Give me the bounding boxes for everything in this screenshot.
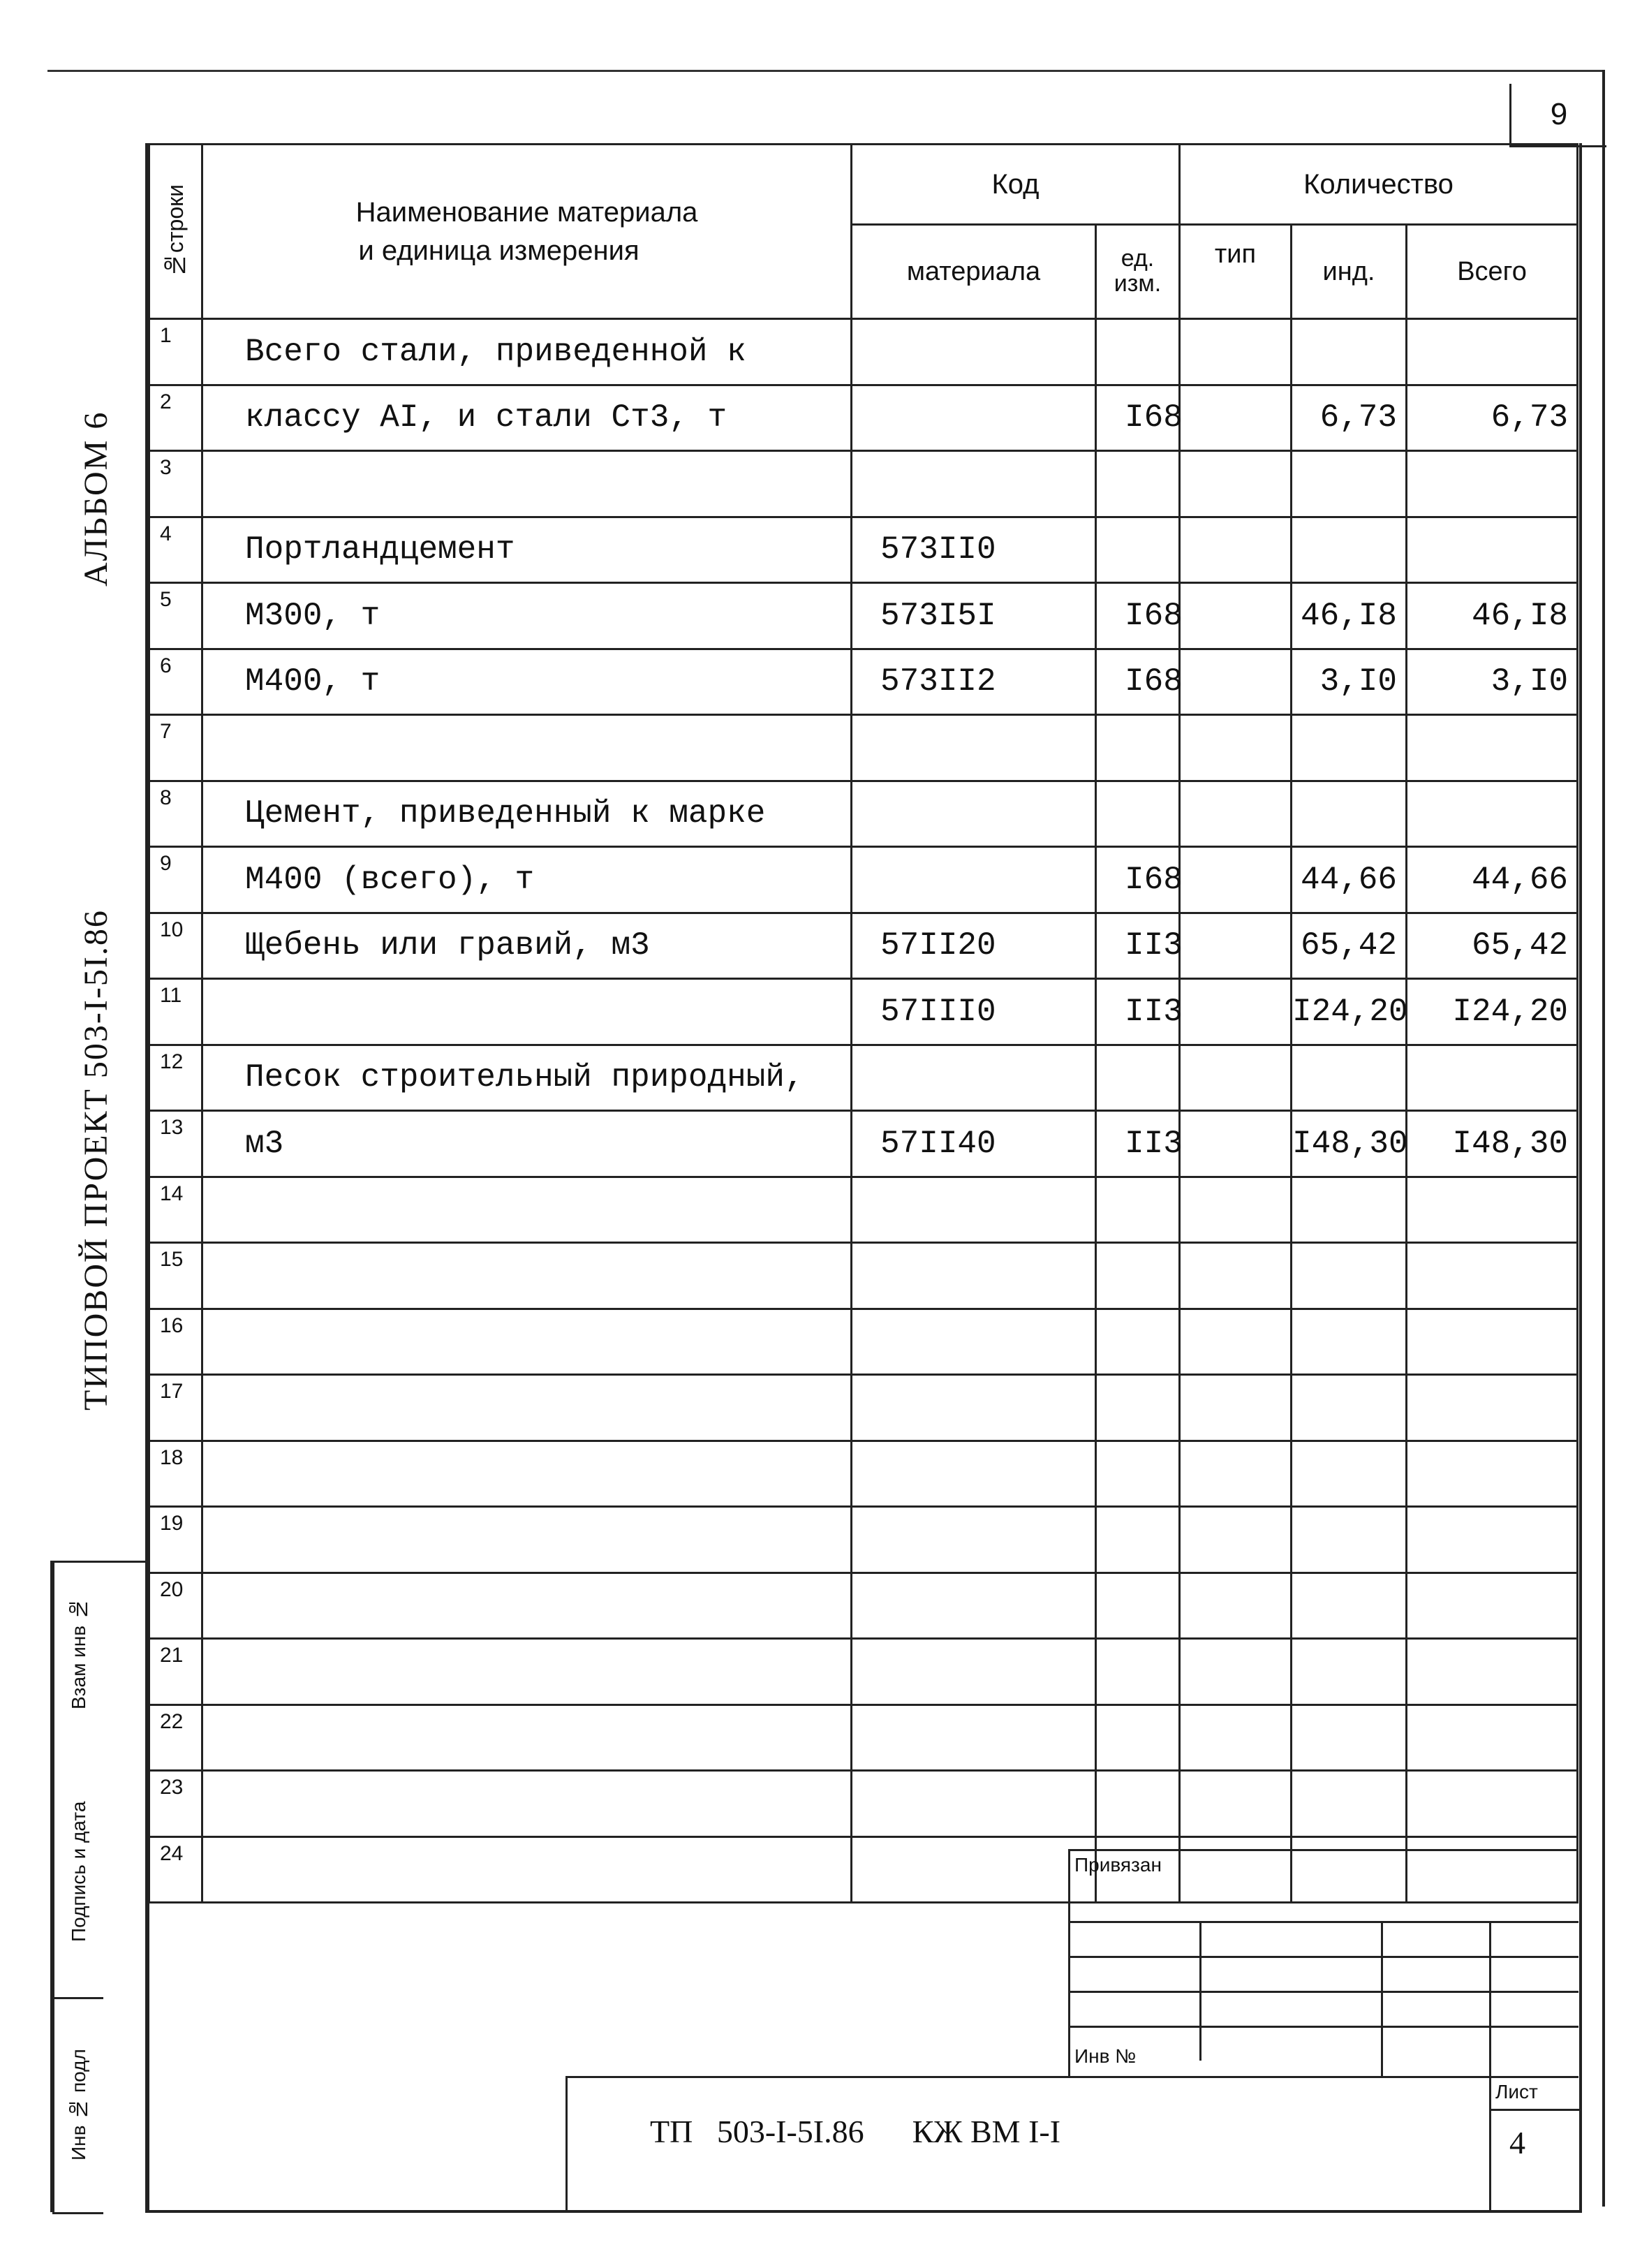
material-name-cell: классу АI, и стали Ст3, т: [202, 385, 852, 451]
binding-line-3: [1070, 1991, 1578, 1993]
ind-qty-cell: 46,I8: [1292, 583, 1407, 649]
table-row: [149, 979, 1578, 1045]
ind-qty-cell: [1292, 715, 1407, 781]
total-qty-cell: [1407, 1375, 1578, 1441]
material-code-cell: [852, 1639, 1096, 1705]
unit-code-cell: II3: [1096, 913, 1180, 979]
material-name-cell: [202, 1573, 852, 1639]
ind-qty-cell: [1292, 1639, 1407, 1705]
table-row: [149, 1243, 1578, 1309]
row-number-cell: 16: [149, 1309, 202, 1375]
total-qty-cell: [1407, 1243, 1578, 1309]
material-name-cell: [202, 1507, 852, 1573]
material-name-cell: [202, 1704, 852, 1771]
doc-code: ТП 503-I-5I.86 КЖ ВМ I-I: [650, 2114, 1061, 2149]
sheet-number: 4: [1509, 2125, 1525, 2160]
table-row: [149, 1375, 1578, 1441]
type-qty-cell: [1180, 847, 1292, 913]
total-qty-cell: [1407, 1507, 1578, 1573]
row-number-cell: 14: [149, 1177, 202, 1243]
header-unit-line2: изм.: [1114, 270, 1162, 297]
type-qty-cell: [1180, 319, 1292, 385]
material-name-cell: М400, т: [202, 649, 852, 715]
material-code-cell: [852, 715, 1096, 781]
row-number-cell: 11: [149, 979, 202, 1045]
type-qty-cell: [1180, 781, 1292, 847]
total-qty-cell: [1407, 1704, 1578, 1771]
row-number-cell: 21: [149, 1639, 202, 1705]
total-qty-cell: [1407, 781, 1578, 847]
type-qty-cell: [1180, 1045, 1292, 1111]
material-code-cell: [852, 1573, 1096, 1639]
stamp-signature-date: Подпись и дата: [52, 1746, 103, 1999]
material-name-cell: М400 (всего), т: [202, 847, 852, 913]
material-code-cell: 57II40: [852, 1111, 1096, 1177]
header-total: Всего: [1407, 225, 1578, 319]
table-row: [149, 715, 1578, 781]
material-name-cell: [202, 979, 852, 1045]
table-row: [149, 1771, 1578, 1837]
type-qty-cell: [1180, 451, 1292, 517]
total-qty-cell: I48,30: [1407, 1111, 1578, 1177]
material-code-cell: [852, 847, 1096, 913]
inv-no-label: Инв №: [1074, 2045, 1137, 2067]
type-qty-cell: [1180, 715, 1292, 781]
header-row-no: №строки: [149, 145, 202, 319]
stamp-replaced-inv: Взам инв №: [52, 1563, 103, 1746]
row-number-cell: 12: [149, 1045, 202, 1111]
material-name-cell: [202, 1836, 852, 1903]
right-border: [1602, 70, 1605, 2207]
project-label: ТИПОВОЙ ПРОЕКТ 503-I-5I.86: [77, 909, 114, 1411]
table-row: [149, 1573, 1578, 1639]
material-code-cell: [852, 781, 1096, 847]
row-number-cell: 9: [149, 847, 202, 913]
total-qty-cell: [1407, 1771, 1578, 1837]
material-code-cell: [852, 1704, 1096, 1771]
material-code-cell: [852, 1045, 1096, 1111]
unit-code-cell: [1096, 781, 1180, 847]
material-name-cell: [202, 715, 852, 781]
unit-code-cell: II3: [1096, 979, 1180, 1045]
unit-code-cell: [1096, 1309, 1180, 1375]
total-qty-cell: [1407, 451, 1578, 517]
stamp-inv-original: Инв № подл: [52, 1997, 103, 2214]
row-number-cell: 18: [149, 1441, 202, 1507]
type-qty-cell: [1180, 649, 1292, 715]
binding-line-4: [1070, 2026, 1578, 2028]
material-code-cell: [852, 1771, 1096, 1837]
header-type: тип: [1180, 225, 1292, 319]
unit-code-cell: [1096, 1573, 1180, 1639]
ind-qty-cell: [1292, 1441, 1407, 1507]
type-qty-cell: [1180, 1111, 1292, 1177]
table-row: [149, 1111, 1578, 1177]
type-qty-cell: [1180, 1243, 1292, 1309]
stamp-column: [50, 1561, 147, 2212]
ind-qty-cell: [1292, 1375, 1407, 1441]
ind-qty-cell: [1292, 781, 1407, 847]
material-code-cell: 573I5I: [852, 583, 1096, 649]
table-row: [149, 451, 1578, 517]
unit-code-cell: [1096, 1045, 1180, 1111]
row-number-cell: 13: [149, 1111, 202, 1177]
table-row: [149, 781, 1578, 847]
ind-qty-cell: [1292, 1177, 1407, 1243]
ind-qty-cell: 65,42: [1292, 913, 1407, 979]
total-qty-cell: [1407, 1573, 1578, 1639]
ind-qty-cell: [1292, 1771, 1407, 1837]
type-qty-cell: [1180, 1441, 1292, 1507]
unit-code-cell: [1096, 451, 1180, 517]
header-quantity: Количество: [1180, 145, 1578, 225]
row-number-cell: 1: [149, 319, 202, 385]
header-code: Код: [852, 145, 1180, 225]
row-number-cell: 8: [149, 781, 202, 847]
material-code-cell: [852, 451, 1096, 517]
sheet-divider: [1491, 2109, 1581, 2111]
sheet-cell: [1489, 2078, 1581, 2212]
ind-qty-cell: [1292, 1573, 1407, 1639]
type-qty-cell: [1180, 1704, 1292, 1771]
total-qty-cell: [1407, 1639, 1578, 1705]
row-number-cell: 19: [149, 1507, 202, 1573]
material-code-cell: 573II2: [852, 649, 1096, 715]
material-name-cell: Всего стали, приведенной к: [202, 319, 852, 385]
ind-qty-cell: 44,66: [1292, 847, 1407, 913]
type-qty-cell: [1180, 517, 1292, 583]
unit-code-cell: [1096, 1639, 1180, 1705]
binding-vline-2: [1381, 1921, 1383, 2078]
type-qty-cell: [1180, 1573, 1292, 1639]
title-block: [565, 2076, 1578, 2212]
row-number-cell: 10: [149, 913, 202, 979]
material-name-cell: Щебень или гравий, м3: [202, 913, 852, 979]
type-qty-cell: [1180, 385, 1292, 451]
ind-qty-cell: I48,30: [1292, 1111, 1407, 1177]
table-row: [149, 1704, 1578, 1771]
type-qty-cell: [1180, 1177, 1292, 1243]
table-row: [149, 847, 1578, 913]
material-name-cell: [202, 1309, 852, 1375]
material-code-cell: 573II0: [852, 517, 1096, 583]
table-row: [149, 319, 1578, 385]
ind-qty-cell: [1292, 1704, 1407, 1771]
table-row: [149, 913, 1578, 979]
total-qty-cell: [1407, 1309, 1578, 1375]
table-row: [149, 385, 1578, 451]
table-row: [149, 1309, 1578, 1375]
binding-vline-3: [1489, 1921, 1491, 2078]
material-name-cell: [202, 1639, 852, 1705]
row-number-cell: 20: [149, 1573, 202, 1639]
ind-qty-cell: [1292, 319, 1407, 385]
header-name: [202, 145, 852, 319]
material-name-cell: [202, 1243, 852, 1309]
material-name-cell: Цемент, приведенный к марке: [202, 781, 852, 847]
material-code-cell: [852, 385, 1096, 451]
album-label: АЛЬБОМ 6: [77, 411, 114, 587]
header-name-line1: Наименование материала: [355, 196, 698, 228]
ind-qty-cell: [1292, 1507, 1407, 1573]
table-row: [149, 1045, 1578, 1111]
material-code-cell: [852, 1177, 1096, 1243]
material-code-cell: [852, 1507, 1096, 1573]
type-qty-cell: [1180, 1639, 1292, 1705]
row-number-cell: 5: [149, 583, 202, 649]
ind-qty-cell: [1292, 1045, 1407, 1111]
ind-qty-cell: I24,20: [1292, 979, 1407, 1045]
unit-code-cell: [1096, 1441, 1180, 1507]
unit-code-cell: [1096, 1507, 1180, 1573]
binding-line-2: [1070, 1956, 1578, 1958]
unit-code-cell: II3: [1096, 1111, 1180, 1177]
total-qty-cell: [1407, 319, 1578, 385]
header-unit: [1096, 225, 1180, 319]
total-qty-cell: 3,I0: [1407, 649, 1578, 715]
unit-code-cell: I68: [1096, 847, 1180, 913]
row-number-cell: 23: [149, 1771, 202, 1837]
ind-qty-cell: [1292, 1309, 1407, 1375]
unit-code-cell: [1096, 1375, 1180, 1441]
material-name-cell: [202, 451, 852, 517]
total-qty-cell: [1407, 1177, 1578, 1243]
material-name-cell: Портландцемент: [202, 517, 852, 583]
unit-code-cell: [1096, 1704, 1180, 1771]
table-row: [149, 1441, 1578, 1507]
table-row: [149, 1639, 1578, 1705]
unit-code-cell: [1096, 1243, 1180, 1309]
row-number-cell: 22: [149, 1704, 202, 1771]
row-number-cell: 4: [149, 517, 202, 583]
unit-code-cell: [1096, 517, 1180, 583]
material-code-cell: 57II20: [852, 913, 1096, 979]
top-rule: [47, 70, 1604, 72]
material-code-cell: 57III0: [852, 979, 1096, 1045]
total-qty-cell: [1407, 1441, 1578, 1507]
material-name-cell: [202, 1177, 852, 1243]
header-unit-line1: ед.: [1121, 245, 1155, 272]
sheet-label: Лист: [1495, 2081, 1538, 2103]
unit-code-cell: I68: [1096, 385, 1180, 451]
total-qty-cell: 6,73: [1407, 385, 1578, 451]
type-qty-cell: [1180, 1375, 1292, 1441]
material-name-cell: [202, 1375, 852, 1441]
table-row: [149, 1177, 1578, 1243]
materials-table: [148, 143, 1578, 1904]
type-qty-cell: [1180, 1309, 1292, 1375]
total-qty-cell: 65,42: [1407, 913, 1578, 979]
ind-qty-cell: [1292, 451, 1407, 517]
material-code-cell: [852, 1243, 1096, 1309]
table-row: [149, 649, 1578, 715]
row-number-cell: 3: [149, 451, 202, 517]
material-code-cell: [852, 1375, 1096, 1441]
material-code-cell: [852, 1441, 1096, 1507]
ind-qty-cell: [1292, 1243, 1407, 1309]
ind-qty-cell: 6,73: [1292, 385, 1407, 451]
total-qty-cell: 46,I8: [1407, 583, 1578, 649]
row-number-cell: 15: [149, 1243, 202, 1309]
header-material: материала: [852, 225, 1096, 319]
material-code-cell: [852, 1836, 1096, 1903]
row-number-cell: 24: [149, 1836, 202, 1903]
ind-qty-cell: [1292, 517, 1407, 583]
unit-code-cell: I68: [1096, 649, 1180, 715]
bound-label: Привязан: [1074, 1854, 1162, 1876]
unit-code-cell: [1096, 1771, 1180, 1837]
unit-code-cell: I68: [1096, 583, 1180, 649]
page-number: 9: [1509, 84, 1606, 147]
binding-block: [1068, 1849, 1578, 2078]
total-qty-cell: 44,66: [1407, 847, 1578, 913]
unit-code-cell: [1096, 1177, 1180, 1243]
total-qty-cell: [1407, 715, 1578, 781]
material-code-cell: [852, 319, 1096, 385]
header-ind: инд.: [1292, 225, 1407, 319]
table-row: [149, 517, 1578, 583]
row-number-cell: 7: [149, 715, 202, 781]
material-name-cell: Песок строительный природный,: [202, 1045, 852, 1111]
stamp-blank: [101, 1563, 149, 2212]
binding-vline-1: [1199, 1921, 1201, 2061]
row-number-cell: 17: [149, 1375, 202, 1441]
total-qty-cell: [1407, 517, 1578, 583]
table-row: [149, 1507, 1578, 1573]
unit-code-cell: [1096, 715, 1180, 781]
binding-line-1: [1070, 1921, 1578, 1923]
table-row: [149, 583, 1578, 649]
header-name-line2: и единица измерения: [358, 235, 639, 266]
row-number-cell: 6: [149, 649, 202, 715]
type-qty-cell: [1180, 1507, 1292, 1573]
type-qty-cell: [1180, 583, 1292, 649]
type-qty-cell: [1180, 1771, 1292, 1837]
material-name-cell: [202, 1441, 852, 1507]
type-qty-cell: [1180, 979, 1292, 1045]
total-qty-cell: I24,20: [1407, 979, 1578, 1045]
type-qty-cell: [1180, 913, 1292, 979]
unit-code-cell: [1096, 319, 1180, 385]
total-qty-cell: [1407, 1045, 1578, 1111]
material-name-cell: [202, 1771, 852, 1837]
material-name-cell: м3: [202, 1111, 852, 1177]
ind-qty-cell: 3,I0: [1292, 649, 1407, 715]
row-number-cell: 2: [149, 385, 202, 451]
material-code-cell: [852, 1309, 1096, 1375]
material-name-cell: М300, т: [202, 583, 852, 649]
